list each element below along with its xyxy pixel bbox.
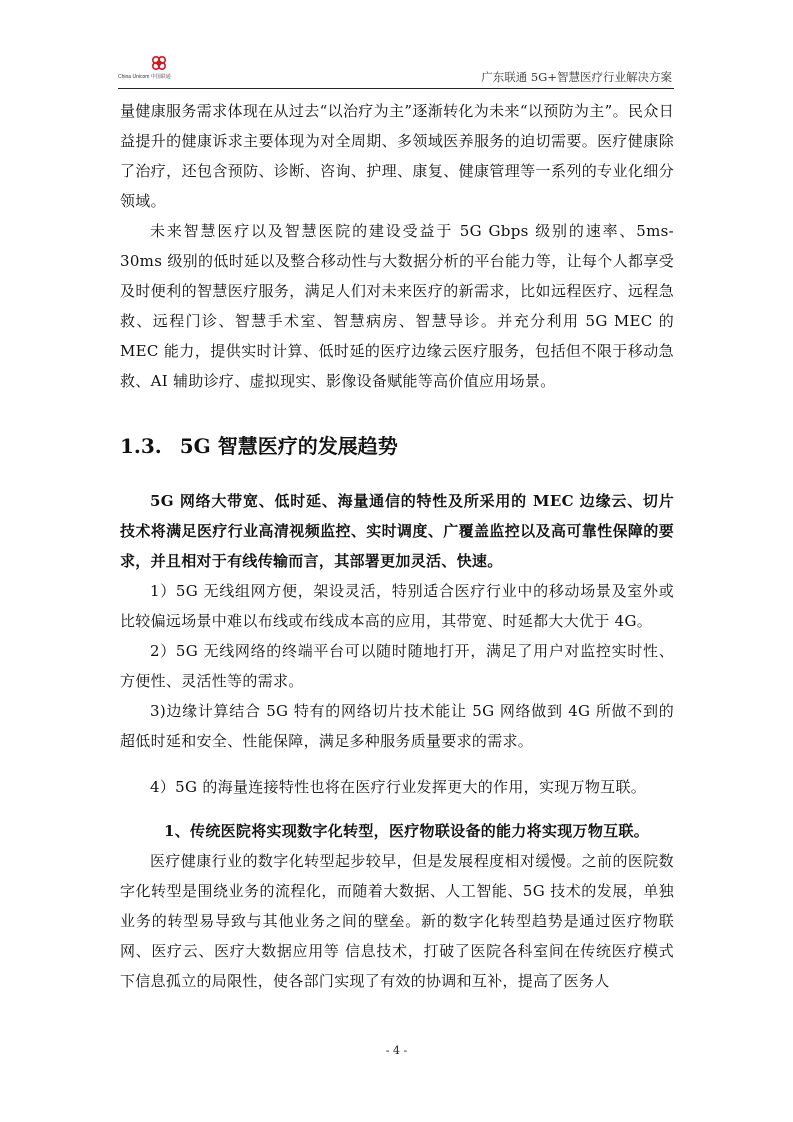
section-heading <box>120 430 674 459</box>
page-header <box>118 52 674 89</box>
document-title: 广东联通 5G+智慧医疗行业解决方案 <box>481 70 672 84</box>
point-3: 3)边缘计算结合 5G 特有的网络切片技术能让 5G 网络做到 4G 所做不到的超低时延和安全、性能保障，满足多种服务质量要求的需求。 <box>120 702 674 750</box>
point-4: 4）5G 的海量连接特性也将在医疗行业发挥更大的作用，实现万物互联。 <box>150 778 647 796</box>
trends-section <box>120 486 674 996</box>
section-number: 1.3. <box>120 434 162 458</box>
point-2: 2）5G 无线网络的终端平台可以随时随地打开，满足了用户对监控实时性、方便性、灵活性等的需求。 <box>120 642 674 690</box>
summary-paragraph: 5G 网络大带宽、低时延、海量通信的特性及所采用的 MEC 边缘云、切片技术将满足医疗行业高清视频监控、实时调度、广覆盖监控以及高可靠性保障的要求，并且相对于有线传输而言，其部署更加灵活、快速。 <box>120 492 674 570</box>
point-1: 1）5G 无线组网方便，架设灵活，特别适合医疗行业中的移动场景及室外或比较偏远场景中难以布线或布线成本高的应用，其带宽、时延都大大优于 4G。 <box>120 582 674 630</box>
china-unicom-logo <box>118 54 178 84</box>
paragraph-health-demand: 量健康服务需求体现在从过去“以治疗为主”逐渐转化为未来“以预防为主”。民众日益提升的健康诉求主要体现为对全周期、多领域医养服务的迫切需要。医疗健康除了治疗，还包含预防、诊断、咨询、护理、康复、健康管理等一系列的专业化细分领域。 <box>120 102 674 210</box>
section-title: 5G 智慧医疗的发展趋势 <box>179 434 398 458</box>
paragraph-future-smart-healthcare: 未来智慧医疗以及智慧医院的建设受益于 5G Gbps 级别的速率、5ms-30ms 级别的低时延以及整合移动性与大数据分析的平台能力等，让每个人都享受及时便利的智慧医疗服务，满足人们对未来医疗的新需求，比如远程医疗、远程急救、远程门诊、智慧手术室、智慧病房、智慧导诊。并充分利用 5G MEC 的 MEC 能力，提供实时计算、低时延的医疗边缘云医疗服务，包括但不限于移动急救、AI 辅助诊疗、虚拟现实、影像设备赋能等高价值应用场景。 <box>120 222 674 390</box>
intro-section <box>120 96 674 396</box>
unicom-knot-icon <box>118 54 178 76</box>
page-number: - 4 - <box>385 1044 408 1057</box>
logo-wordmark: China Unicom 中国联通 <box>118 74 171 80</box>
subheading-digital-transformation: 1、传统医院将实现数字化转型，医疗物联设备的能力将实现万物互联。 <box>164 822 650 840</box>
paragraph-digital-transformation: 医疗健康行业的数字化转型起步较早，但是发展程度相对缓慢。之前的医院数字化转型是围绕业务的流程化，而随着大数据、人工智能、5G 技术的发展，单独业务的转型易导致与其他业务之间的壁垒。新的数字化转型趋势是通过医疗物联网、医疗云、医疗大数据应用等 信息技术，打破了医院各科室间在传统医疗模式下信息孤立的局限性，使各部门实现了有效的协调和互补，提高了医务人 <box>120 852 674 990</box>
